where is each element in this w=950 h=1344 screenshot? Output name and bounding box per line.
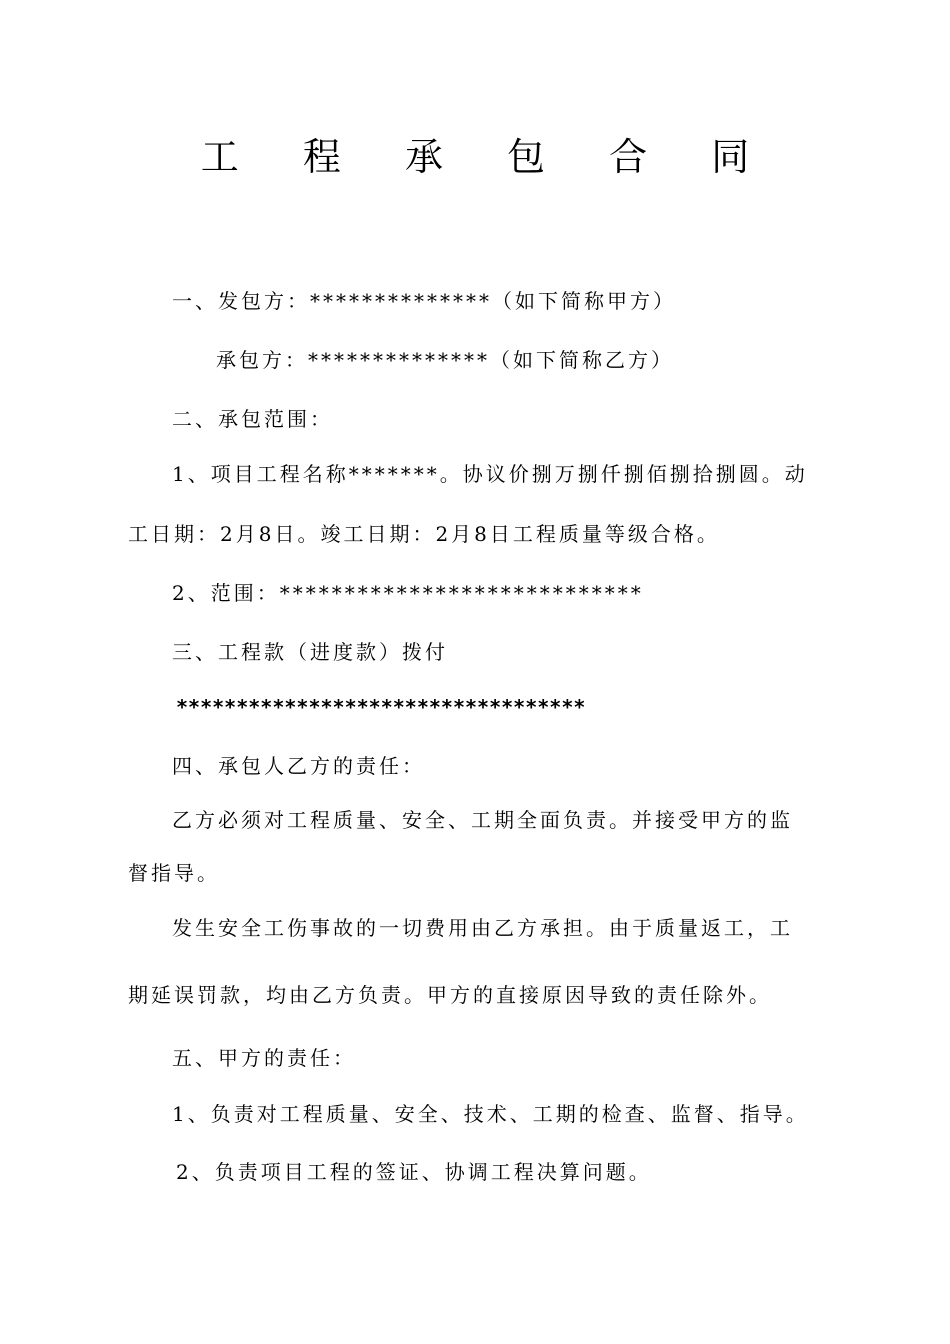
payment-placeholder-line: ********************************** — [176, 695, 586, 719]
party-a-duty-line-1: 1、负责对工程质量、安全、技术、工期的检查、监督、指导。 — [172, 1102, 809, 1126]
project-dates-line: 工日期：2月8日。竣工日期：2月8日工程质量等级合格。 — [128, 522, 720, 546]
document-title: 工 程 承 包 合 同 — [200, 135, 776, 179]
section-2-heading: 二、承包范围： — [172, 407, 333, 431]
section-5-heading: 五、甲方的责任： — [172, 1046, 356, 1070]
party-b-duty-line-3: 发生安全工伤事故的一切费用由乙方承担。由于质量返工，工 — [172, 916, 793, 940]
party-a-line: 一、发包方：**************（如下简称甲方） — [172, 289, 676, 313]
party-b-line: 承包方：**************（如下简称乙方） — [216, 348, 674, 372]
party-b-duty-line-2: 督指导。 — [128, 861, 220, 885]
section-4-heading: 四、承包人乙方的责任： — [172, 754, 425, 778]
party-b-duty-line-1: 乙方必须对工程质量、安全、工期全面负责。并接受甲方的监 — [172, 808, 793, 832]
project-name-line: 1、项目工程名称*******。协议价捌万捌仟捌佰捌拾捌圆。动 — [172, 462, 808, 486]
scope-line: 2、范围：**************************** — [172, 581, 644, 605]
party-b-duty-line-4: 期延误罚款，均由乙方负责。甲方的直接原因导致的责任除外。 — [128, 983, 772, 1007]
party-a-duty-line-2: 2、负责项目工程的签证、协调工程决算问题。 — [176, 1160, 652, 1184]
section-3-heading: 三、工程款（进度款）拨付 — [172, 640, 448, 664]
